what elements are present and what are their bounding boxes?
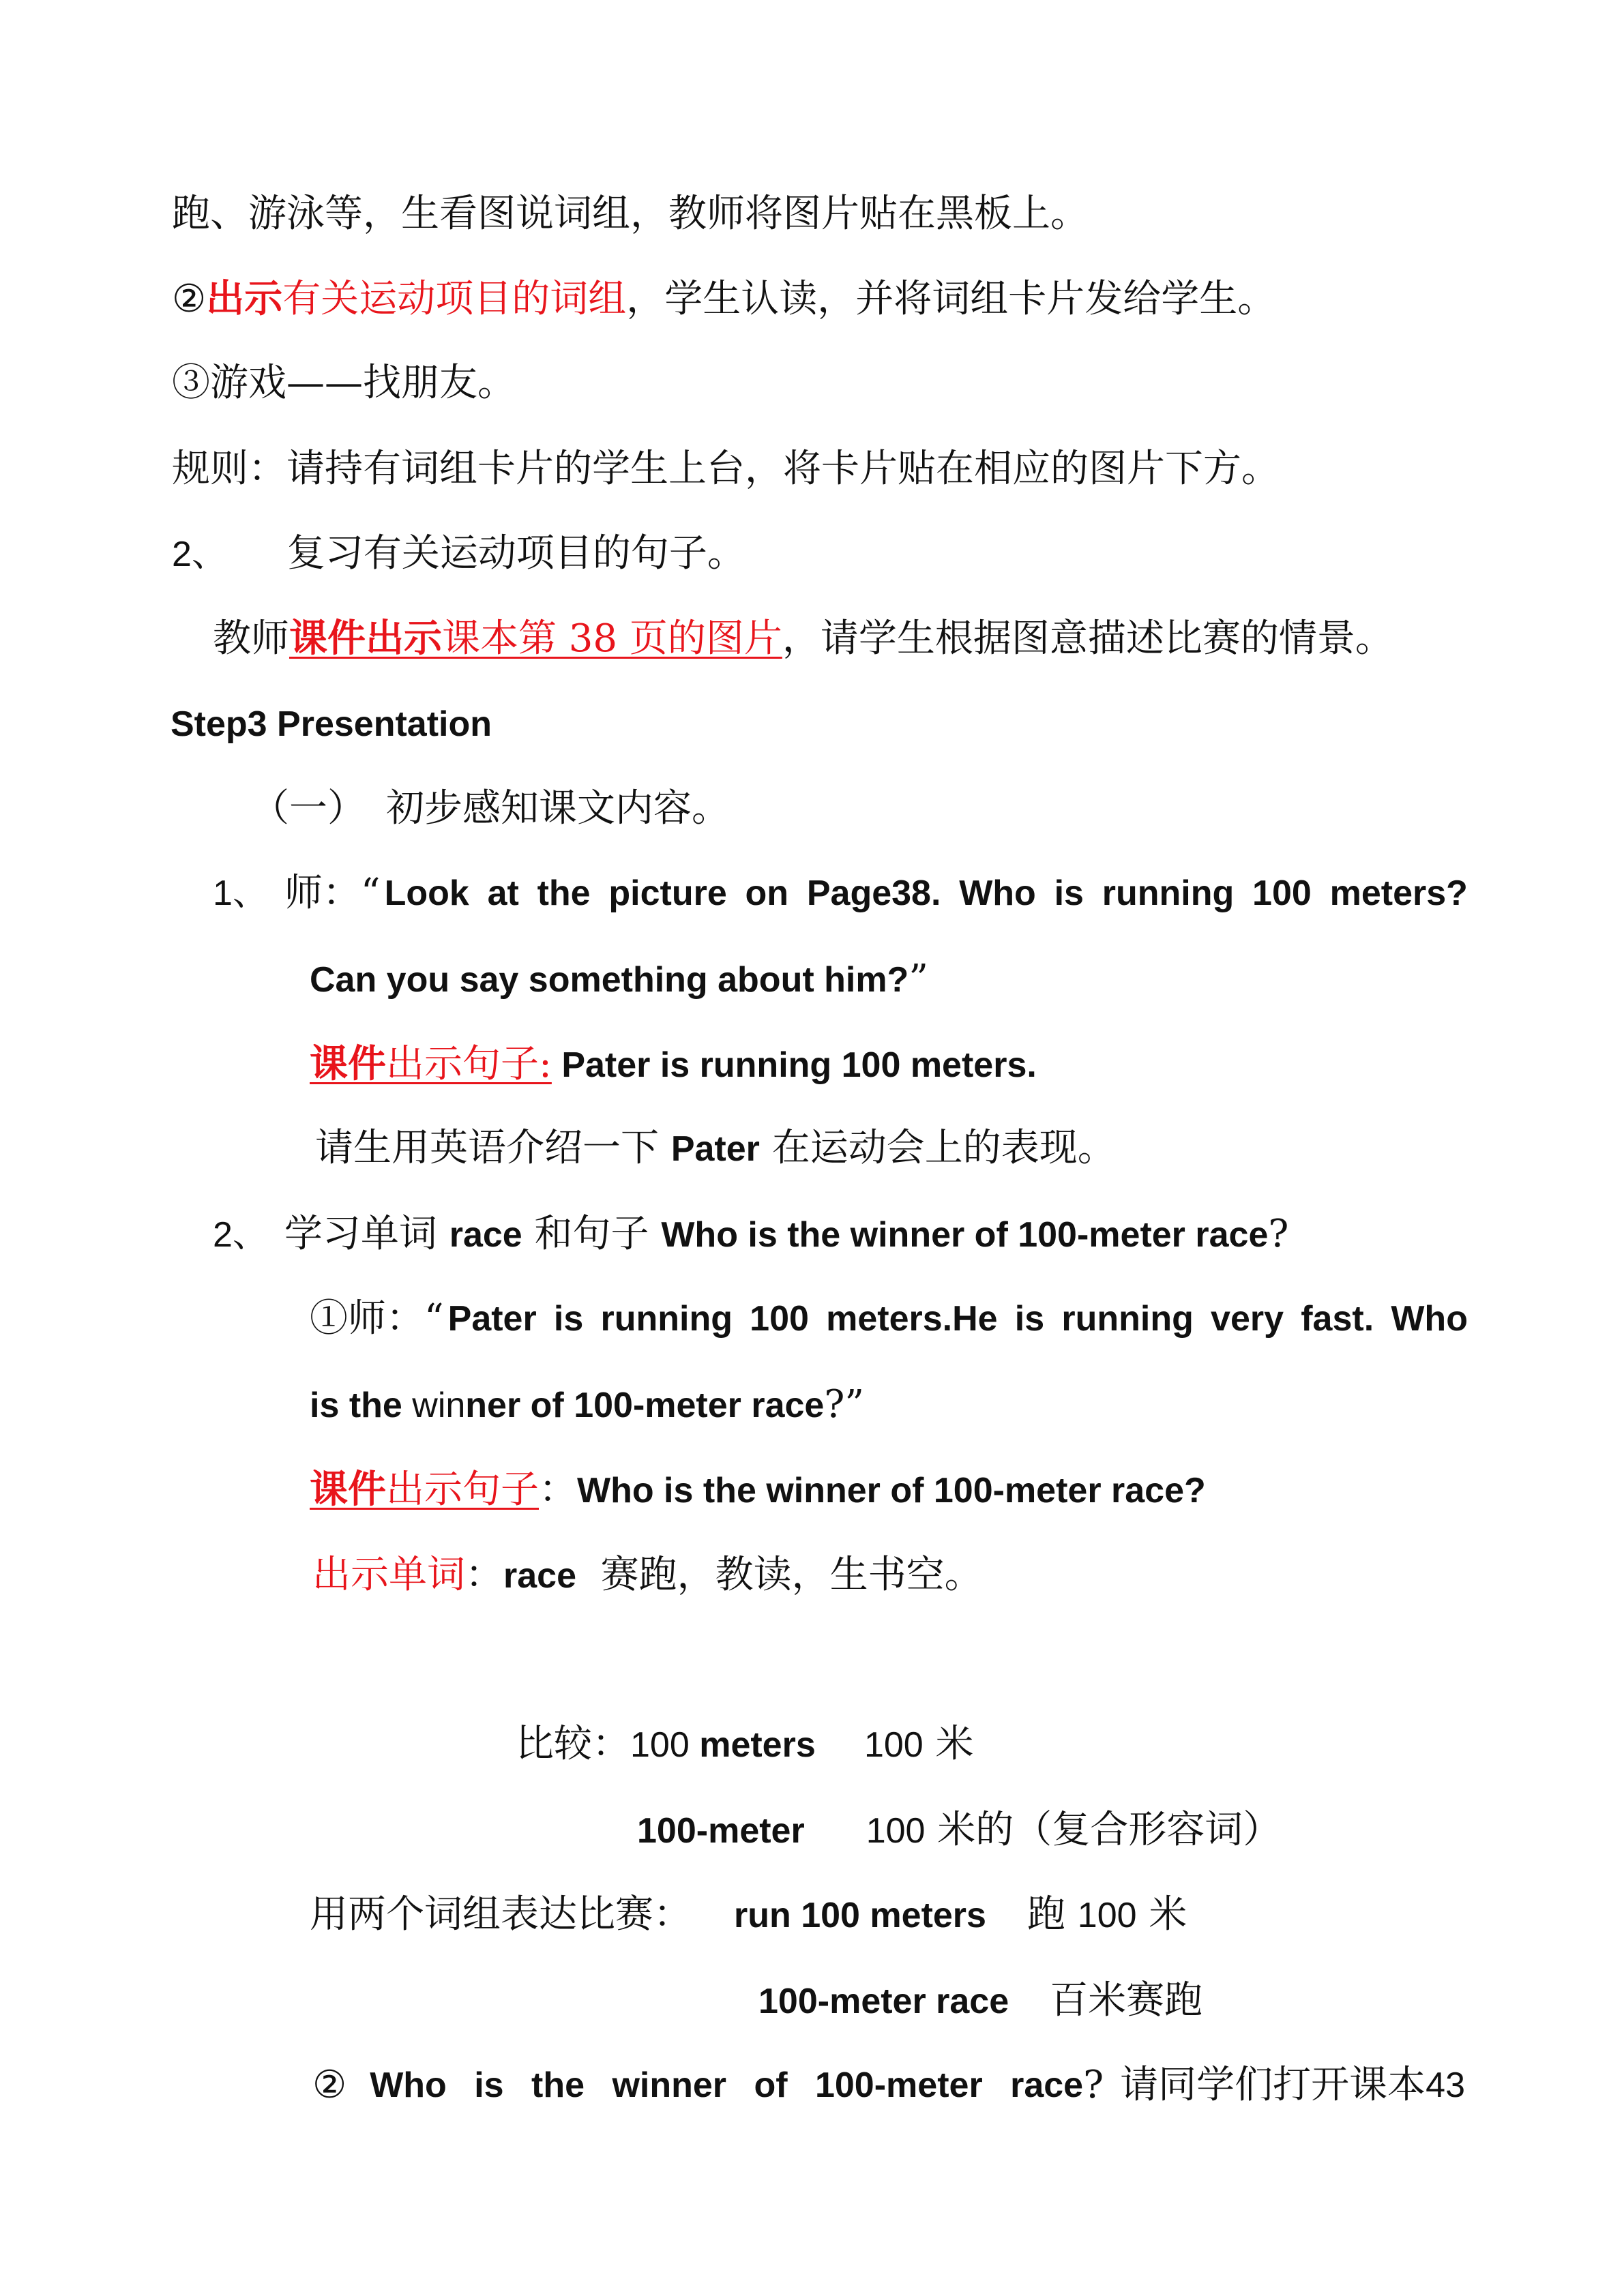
- paragraph-line-2: [172, 273, 1275, 325]
- word: race: [1010, 2066, 1084, 2105]
- word: meters?: [1329, 874, 1468, 913]
- quote-mark: ”: [909, 957, 928, 1001]
- highlight-text: 出示句子: [386, 1467, 539, 1512]
- number: 100: [1077, 1896, 1137, 1935]
- english-sentence: ner of 100-meter race: [465, 1386, 825, 1425]
- paragraph-line-10: [310, 953, 928, 1005]
- text: 百米赛跑: [1050, 1978, 1203, 2023]
- word: 100: [750, 1299, 809, 1339]
- word: 100-meter: [814, 2066, 983, 2105]
- text: 米: [1136, 1892, 1187, 1937]
- word: Page38.: [806, 874, 941, 913]
- text: 师：“: [284, 871, 381, 915]
- word: is: [1054, 874, 1084, 913]
- highlight-text: 出示句子:: [386, 1042, 552, 1086]
- text: 请同学们打开课本: [1120, 2063, 1426, 2107]
- circled-number: ②: [172, 277, 207, 321]
- spacer: [816, 1722, 864, 1766]
- justified-words: [448, 1293, 1468, 1345]
- text: 跑、游泳等，生看图说词组，教师将图片贴在黑板上。: [172, 192, 1089, 236]
- english-sentence: Who is the winner of 100-meter race: [661, 1215, 1269, 1255]
- english-phrase: run 100 meters: [734, 1896, 986, 1935]
- text: 和句子: [522, 1212, 662, 1256]
- list-number: 2、: [172, 535, 227, 574]
- word: is: [1014, 1299, 1045, 1339]
- highlight-text: 课本第 38 页的图片: [442, 616, 782, 661]
- english-word-part: win: [412, 1386, 466, 1425]
- word: is: [474, 2066, 504, 2105]
- text: 跑: [1027, 1892, 1078, 1937]
- heading-text: Step3 Presentation: [171, 704, 492, 744]
- paragraph-line-9: [213, 867, 1468, 919]
- paragraph-line-22: [312, 2059, 1465, 2111]
- english-word: meters: [689, 1725, 816, 1765]
- text: 米的（复合形容词）: [925, 1808, 1282, 1852]
- word: meters.He: [826, 1299, 998, 1339]
- quote-mark: ?”: [824, 1382, 864, 1427]
- text: 学习单词: [284, 1212, 449, 1256]
- paragraph-line-15: [310, 1379, 864, 1431]
- list-number: 1、: [213, 874, 268, 913]
- highlight-text: 出示单词: [312, 1553, 465, 1597]
- paragraph-line-14: [310, 1293, 1468, 1345]
- text: 用两个词组表达比赛：: [310, 1892, 692, 1937]
- text: 复习有关运动项目的句子。: [286, 531, 745, 576]
- paragraph-line-8: [251, 783, 730, 835]
- english-word: race: [503, 1556, 576, 1596]
- english-phrase: 100-meter race: [758, 1982, 1009, 2021]
- word: winner: [612, 2066, 727, 2105]
- number: 100: [863, 1725, 924, 1765]
- paragraph-line-13: [213, 1208, 1288, 1260]
- text: 赛跑，教读，生书空。: [576, 1553, 983, 1597]
- paragraph-line-21: [758, 1975, 1202, 2027]
- text: 初步感知课文内容。: [386, 786, 730, 831]
- paragraph-line-17: [312, 1549, 983, 1601]
- paragraph-line-20: [310, 1889, 1187, 1941]
- highlight-bold: 课件: [310, 1467, 386, 1512]
- list-number: 2、: [213, 1215, 268, 1255]
- paragraph-line-16: [310, 1463, 1206, 1515]
- highlight-bold: 出示: [206, 276, 283, 321]
- word: Who: [370, 2066, 447, 2105]
- question-mark: ?: [1083, 2063, 1104, 2107]
- paragraph-line-19: [637, 1804, 1281, 1856]
- number: 100: [866, 1811, 926, 1851]
- english-word: Pater: [670, 1129, 760, 1169]
- word: the: [537, 874, 591, 913]
- text: ：: [539, 1467, 577, 1512]
- text: 在运动会上的表现。: [759, 1126, 1116, 1170]
- text: ，学生认读，并将词组卡片发给学生。: [626, 277, 1276, 321]
- text: ，请学生根据图意描述比赛的情景。: [782, 616, 1393, 661]
- word: Who: [959, 874, 1036, 913]
- text: ③游戏——找朋友。: [172, 361, 516, 405]
- word: Look: [384, 874, 469, 913]
- english-sentence: is the: [310, 1386, 413, 1425]
- paragraph-line-11: [310, 1038, 1037, 1090]
- english-word: 100-meter: [637, 1811, 805, 1851]
- circled-number: ②: [312, 2063, 347, 2107]
- word: 100: [1252, 874, 1312, 913]
- paragraph-line-3: [172, 357, 516, 409]
- text: 教师: [213, 616, 289, 661]
- highlight-bold: 课件出示: [289, 616, 442, 661]
- paragraph-line-5: [172, 528, 745, 580]
- word: very: [1211, 1299, 1284, 1339]
- paragraph-line-4: [172, 443, 1280, 495]
- text: （一）: [251, 786, 366, 831]
- english-sentence: Who is the winner of 100-meter race?: [577, 1471, 1206, 1510]
- number: 43: [1426, 2066, 1465, 2105]
- paragraph-line-12: [315, 1122, 1116, 1174]
- question-mark: ?: [1268, 1212, 1289, 1256]
- word: at: [487, 874, 519, 913]
- english-word: race: [449, 1215, 522, 1255]
- highlight-text: 有关运动项目的词组: [282, 277, 627, 321]
- word: running: [600, 1299, 733, 1339]
- number: 100: [630, 1725, 690, 1765]
- word: picture: [608, 874, 727, 913]
- justified-words: [370, 2059, 1083, 2111]
- highlight-bold: 课件: [310, 1041, 386, 1086]
- paragraph-line-18: [516, 1718, 974, 1770]
- text: ：: [465, 1553, 503, 1597]
- paragraph-line-1: [172, 188, 1089, 240]
- word: running: [1061, 1299, 1194, 1339]
- text: 请生用英语介绍一下: [315, 1126, 671, 1170]
- word: of: [754, 2066, 788, 2105]
- text: 米: [923, 1722, 974, 1766]
- text: ①师：“: [310, 1296, 444, 1341]
- english-sentence: Can you say something about him?: [310, 960, 909, 1000]
- justified-words: [385, 867, 1468, 919]
- english-sentence: Pater is running 100 meters.: [551, 1045, 1037, 1085]
- word: fast.: [1301, 1299, 1374, 1339]
- word: the: [531, 2066, 585, 2105]
- text: 规则：请持有词组卡片的学生上台，将卡片贴在相应的图片下方。: [172, 447, 1280, 491]
- word: Pater: [447, 1299, 537, 1339]
- text: 比较：: [516, 1722, 630, 1766]
- paragraph-line-6: [213, 612, 1393, 664]
- word: Who: [1391, 1299, 1468, 1339]
- word: running: [1102, 874, 1235, 913]
- word: is: [553, 1299, 584, 1339]
- word: on: [745, 874, 789, 913]
- section-heading: [171, 698, 492, 750]
